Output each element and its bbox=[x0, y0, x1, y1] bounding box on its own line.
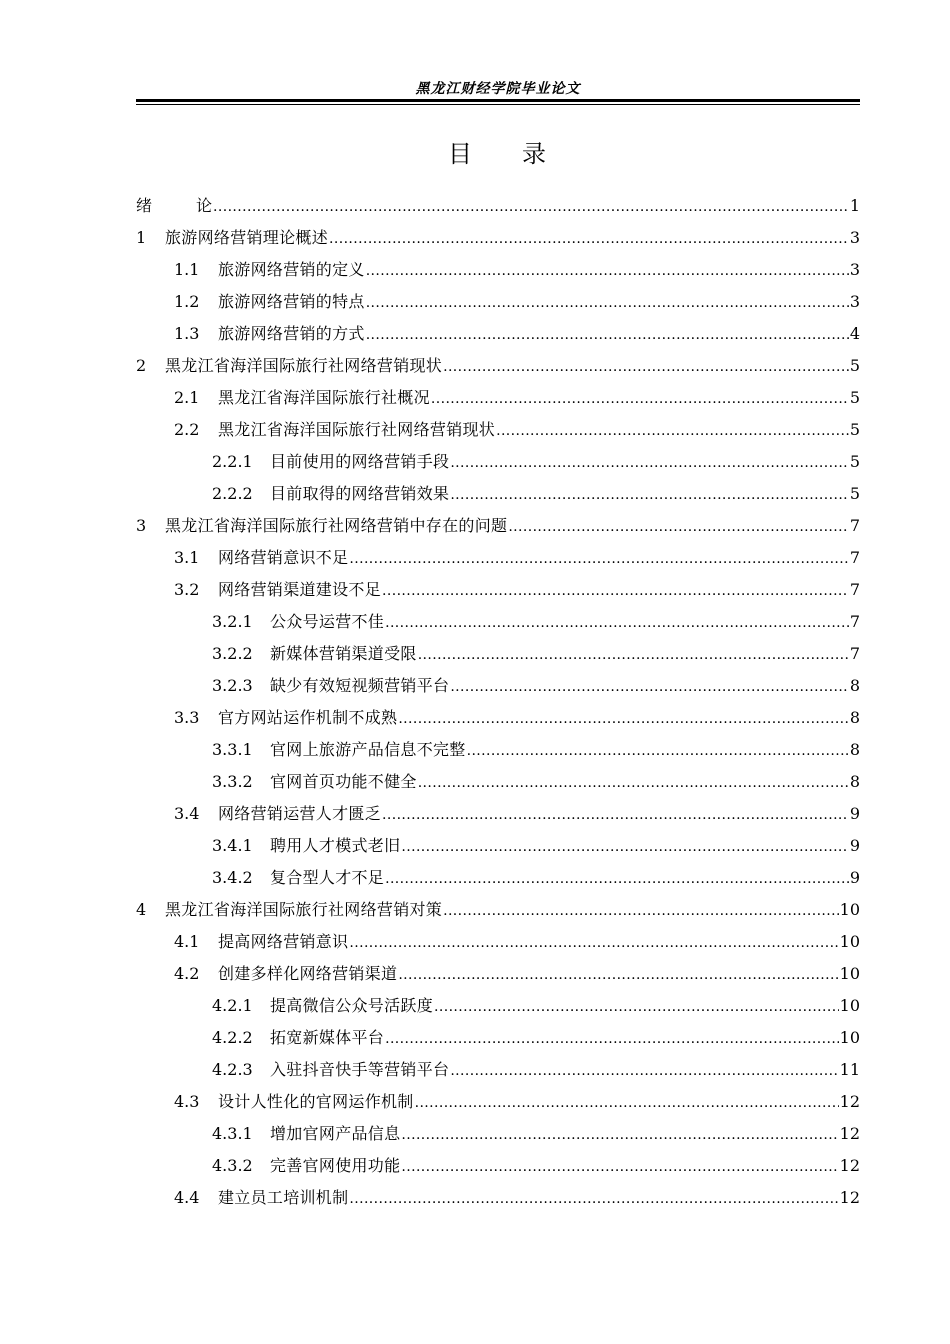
toc-entry-title: 创建多样化网络营销渠道 bbox=[218, 964, 398, 983]
toc-entry-page: 5 bbox=[849, 452, 860, 471]
toc-leader-dots bbox=[450, 479, 849, 511]
toc-entry-title: 新媒体营销渠道受限 bbox=[270, 644, 417, 663]
toc-entry-number: 4.3.1 bbox=[212, 1124, 253, 1143]
toc-entry[interactable] bbox=[136, 702, 860, 734]
toc-entry-title: 官网首页功能不健全 bbox=[270, 772, 417, 791]
toc-entry[interactable] bbox=[136, 446, 860, 478]
toc-entry-number: 1.3 bbox=[174, 324, 200, 343]
toc-entry-page: 10 bbox=[839, 964, 860, 983]
toc-leader-dots bbox=[431, 383, 849, 415]
toc-entry-number: 2 bbox=[136, 356, 147, 375]
toc-leader-dots bbox=[366, 287, 849, 319]
toc-leader-dots bbox=[496, 415, 849, 447]
toc-entry-number: 4.3 bbox=[174, 1092, 200, 1111]
toc-entry-page: 12 bbox=[839, 1092, 860, 1111]
toc-entry-page: 12 bbox=[839, 1124, 860, 1143]
toc-leader-dots bbox=[382, 799, 849, 831]
toc-entry[interactable] bbox=[136, 990, 860, 1022]
toc-entry-title: 旅游网络营销的特点 bbox=[218, 292, 365, 311]
toc-entry-number: 1.1 bbox=[174, 260, 200, 279]
toc-entry-number: 3.4.1 bbox=[212, 836, 253, 855]
toc-entry-page: 8 bbox=[849, 740, 860, 759]
toc-entry[interactable] bbox=[136, 574, 860, 606]
toc-entry-title: 网络营销运营人才匮乏 bbox=[218, 804, 382, 823]
toc-entry-page: 11 bbox=[839, 1060, 860, 1079]
toc-entry[interactable] bbox=[136, 286, 860, 318]
toc-entry-title: 官网上旅游产品信息不完整 bbox=[270, 740, 466, 759]
toc-entry-page: 10 bbox=[839, 900, 860, 919]
toc-entry-title: 黑龙江省海洋国际旅行社网络营销现状 bbox=[218, 420, 496, 439]
toc-entry-title: 黑龙江省海洋国际旅行社网络营销中存在的问题 bbox=[165, 516, 508, 535]
toc-leader-dots bbox=[450, 447, 849, 479]
toc-title bbox=[136, 134, 860, 169]
toc-entry-title: 黑龙江省海洋国际旅行社概况 bbox=[218, 388, 430, 407]
toc-leader-dots bbox=[349, 1183, 838, 1215]
toc-entry-page: 5 bbox=[849, 388, 860, 407]
toc-entry-title: 入驻抖音快手等营销平台 bbox=[270, 1060, 450, 1079]
toc-entry-title: 缺少有效短视频营销平台 bbox=[270, 676, 450, 695]
toc-entry[interactable] bbox=[136, 798, 860, 830]
toc-entry-page: 5 bbox=[849, 420, 860, 439]
toc-entry[interactable] bbox=[136, 638, 860, 670]
toc-leader-dots bbox=[213, 191, 849, 223]
header-rule-thin bbox=[136, 104, 860, 105]
toc-leader-dots bbox=[385, 607, 849, 639]
toc-entry-title: 绪 论 bbox=[136, 196, 213, 215]
toc-entry-page: 7 bbox=[849, 580, 860, 599]
toc-entry-page: 10 bbox=[839, 996, 860, 1015]
toc-entry-page: 5 bbox=[849, 356, 860, 375]
toc-entry-title: 增加官网产品信息 bbox=[270, 1124, 401, 1143]
toc-entry[interactable] bbox=[136, 958, 860, 990]
toc-entry[interactable] bbox=[136, 1118, 860, 1150]
toc-entry[interactable] bbox=[136, 862, 860, 894]
toc-entry-title: 目前取得的网络营销效果 bbox=[270, 484, 450, 503]
toc-entry-page: 7 bbox=[849, 644, 860, 663]
toc-entry-number: 4 bbox=[136, 900, 147, 919]
toc-leader-dots bbox=[349, 927, 838, 959]
toc-entry[interactable] bbox=[136, 670, 860, 702]
toc-leader-dots bbox=[398, 703, 849, 735]
toc-entry-page: 12 bbox=[839, 1156, 860, 1175]
toc-entry[interactable] bbox=[136, 254, 860, 286]
toc-entry[interactable] bbox=[136, 1054, 860, 1086]
toc-leader-dots bbox=[443, 351, 849, 383]
toc-entry-title: 复合型人才不足 bbox=[270, 868, 385, 887]
toc-entry-page: 3 bbox=[849, 292, 860, 311]
toc-entry-number: 4.2.2 bbox=[212, 1028, 253, 1047]
toc-entry[interactable] bbox=[136, 222, 860, 254]
toc-entry-title: 官方网站运作机制不成熟 bbox=[218, 708, 398, 727]
toc-entry-number: 3.2 bbox=[174, 580, 200, 599]
toc-entry[interactable] bbox=[136, 510, 860, 542]
toc-entry-number: 3.1 bbox=[174, 548, 200, 567]
toc-entry-page: 3 bbox=[849, 228, 860, 247]
toc-entry-title: 完善官网使用功能 bbox=[270, 1156, 401, 1175]
toc-title-char-1: 目 bbox=[448, 140, 474, 168]
toc-entry-number: 4.3.2 bbox=[212, 1156, 253, 1175]
toc-entry-title: 聘用人才模式老旧 bbox=[270, 836, 401, 855]
toc-entry-number: 3.3.1 bbox=[212, 740, 253, 759]
toc-entry[interactable] bbox=[136, 734, 860, 766]
toc-entry[interactable] bbox=[136, 606, 860, 638]
toc-leader-dots bbox=[508, 511, 849, 543]
toc-entry-page: 8 bbox=[849, 676, 860, 695]
toc-entry-number: 3 bbox=[136, 516, 147, 535]
toc-leader-dots bbox=[382, 575, 849, 607]
toc-entry-title: 提高微信公众号活跃度 bbox=[270, 996, 434, 1015]
toc-leader-dots bbox=[401, 1151, 838, 1183]
toc-entry-page: 7 bbox=[849, 612, 860, 631]
toc-entry[interactable] bbox=[136, 414, 860, 446]
toc-entry-page: 7 bbox=[849, 516, 860, 535]
toc-entry-title: 建立员工培训机制 bbox=[218, 1188, 349, 1207]
toc-entry-title: 旅游网络营销的定义 bbox=[218, 260, 365, 279]
toc-entry[interactable] bbox=[136, 382, 860, 414]
toc-entry-title: 目前使用的网络营销手段 bbox=[270, 452, 450, 471]
toc-entry-number: 3.2.2 bbox=[212, 644, 253, 663]
toc-entry-title: 公众号运营不佳 bbox=[270, 612, 385, 631]
toc-entry-title: 黑龙江省海洋国际旅行社网络营销现状 bbox=[165, 356, 443, 375]
toc-entry-title: 黑龙江省海洋国际旅行社网络营销对策 bbox=[165, 900, 443, 919]
toc-entry-page: 4 bbox=[849, 324, 860, 343]
toc-entry[interactable] bbox=[136, 478, 860, 510]
toc-entry-page: 8 bbox=[849, 772, 860, 791]
toc-entry-page: 10 bbox=[839, 932, 860, 951]
toc-entry-number: 1.2 bbox=[174, 292, 200, 311]
toc-entry[interactable] bbox=[136, 542, 860, 574]
toc-entry-number: 2.2.2 bbox=[212, 484, 253, 503]
toc-entry-page: 9 bbox=[849, 836, 860, 855]
toc-entry-number: 4.4 bbox=[174, 1188, 200, 1207]
toc-entry-number: 3.2.3 bbox=[212, 676, 253, 695]
toc-leader-dots bbox=[398, 959, 838, 991]
toc-leader-dots bbox=[418, 639, 849, 671]
toc-entry-page: 9 bbox=[849, 804, 860, 823]
running-header: 黑龙江财经学院毕业论文 bbox=[415, 81, 581, 97]
toc-entry-intro[interactable] bbox=[136, 190, 860, 222]
toc-entry-number: 3.3.2 bbox=[212, 772, 253, 791]
toc-title-char-2: 录 bbox=[522, 140, 548, 168]
toc-leader-dots bbox=[329, 223, 849, 255]
toc-leader-dots bbox=[415, 1087, 839, 1119]
toc-entry-page: 10 bbox=[839, 1028, 860, 1047]
toc-entry-title: 旅游网络营销的方式 bbox=[218, 324, 365, 343]
toc-entry-number: 4.2 bbox=[174, 964, 200, 983]
toc-entry-number: 4.2.3 bbox=[212, 1060, 253, 1079]
toc-leader-dots bbox=[450, 1055, 838, 1087]
toc-entry-title: 网络营销意识不足 bbox=[218, 548, 349, 567]
toc-entry[interactable] bbox=[136, 350, 860, 382]
toc-leader-dots bbox=[401, 831, 848, 863]
toc-entry-page: 5 bbox=[849, 484, 860, 503]
toc-entry-number: 2.2.1 bbox=[212, 452, 253, 471]
toc-entry[interactable] bbox=[136, 830, 860, 862]
toc-entry-number: 3.2.1 bbox=[212, 612, 253, 631]
toc-leader-dots bbox=[418, 767, 849, 799]
toc-entry-page: 3 bbox=[849, 260, 860, 279]
toc-entry-title: 旅游网络营销理论概述 bbox=[165, 228, 329, 247]
toc-entry-number: 4.2.1 bbox=[212, 996, 253, 1015]
toc-leader-dots bbox=[366, 319, 849, 351]
toc-entry-number: 3.4.2 bbox=[212, 868, 253, 887]
toc-leader-dots bbox=[401, 1119, 838, 1151]
toc-entry[interactable] bbox=[136, 1022, 860, 1054]
toc-leader-dots bbox=[450, 671, 849, 703]
toc-entry-page: 8 bbox=[849, 708, 860, 727]
toc-entry-title: 网络营销渠道建设不足 bbox=[218, 580, 382, 599]
toc-leader-dots bbox=[385, 863, 849, 895]
toc-entry-page: 7 bbox=[849, 548, 860, 567]
toc-entry-page: 9 bbox=[849, 868, 860, 887]
toc-entry-title: 设计人性化的官网运作机制 bbox=[218, 1092, 414, 1111]
toc-leader-dots bbox=[467, 735, 849, 767]
toc-leader-dots bbox=[385, 1023, 839, 1055]
toc-leader-dots bbox=[349, 543, 848, 575]
toc-entry-page: 1 bbox=[849, 196, 860, 215]
toc-entry[interactable] bbox=[136, 926, 860, 958]
toc-leader-dots bbox=[443, 895, 839, 927]
toc-entry-page: 12 bbox=[839, 1188, 860, 1207]
toc-entry-number: 2.1 bbox=[174, 388, 200, 407]
toc-leader-dots bbox=[366, 255, 849, 287]
toc-entry-number: 3.4 bbox=[174, 804, 200, 823]
toc-entry[interactable] bbox=[136, 1150, 860, 1182]
toc-entry[interactable] bbox=[136, 1086, 860, 1118]
toc-entry-number: 1 bbox=[136, 228, 147, 247]
toc-entry[interactable] bbox=[136, 766, 860, 798]
toc-entry-number: 2.2 bbox=[174, 420, 200, 439]
table-of-contents bbox=[136, 190, 860, 1214]
toc-entry[interactable] bbox=[136, 318, 860, 350]
toc-leader-dots bbox=[434, 991, 839, 1023]
toc-entry-number: 4.1 bbox=[174, 932, 200, 951]
toc-entry-title: 提高网络营销意识 bbox=[218, 932, 349, 951]
toc-entry-number: 3.3 bbox=[174, 708, 200, 727]
toc-entry-title: 拓宽新媒体平台 bbox=[270, 1028, 385, 1047]
header-rule-thick bbox=[136, 99, 860, 102]
toc-entry[interactable] bbox=[136, 894, 860, 926]
toc-entry[interactable] bbox=[136, 1182, 860, 1214]
